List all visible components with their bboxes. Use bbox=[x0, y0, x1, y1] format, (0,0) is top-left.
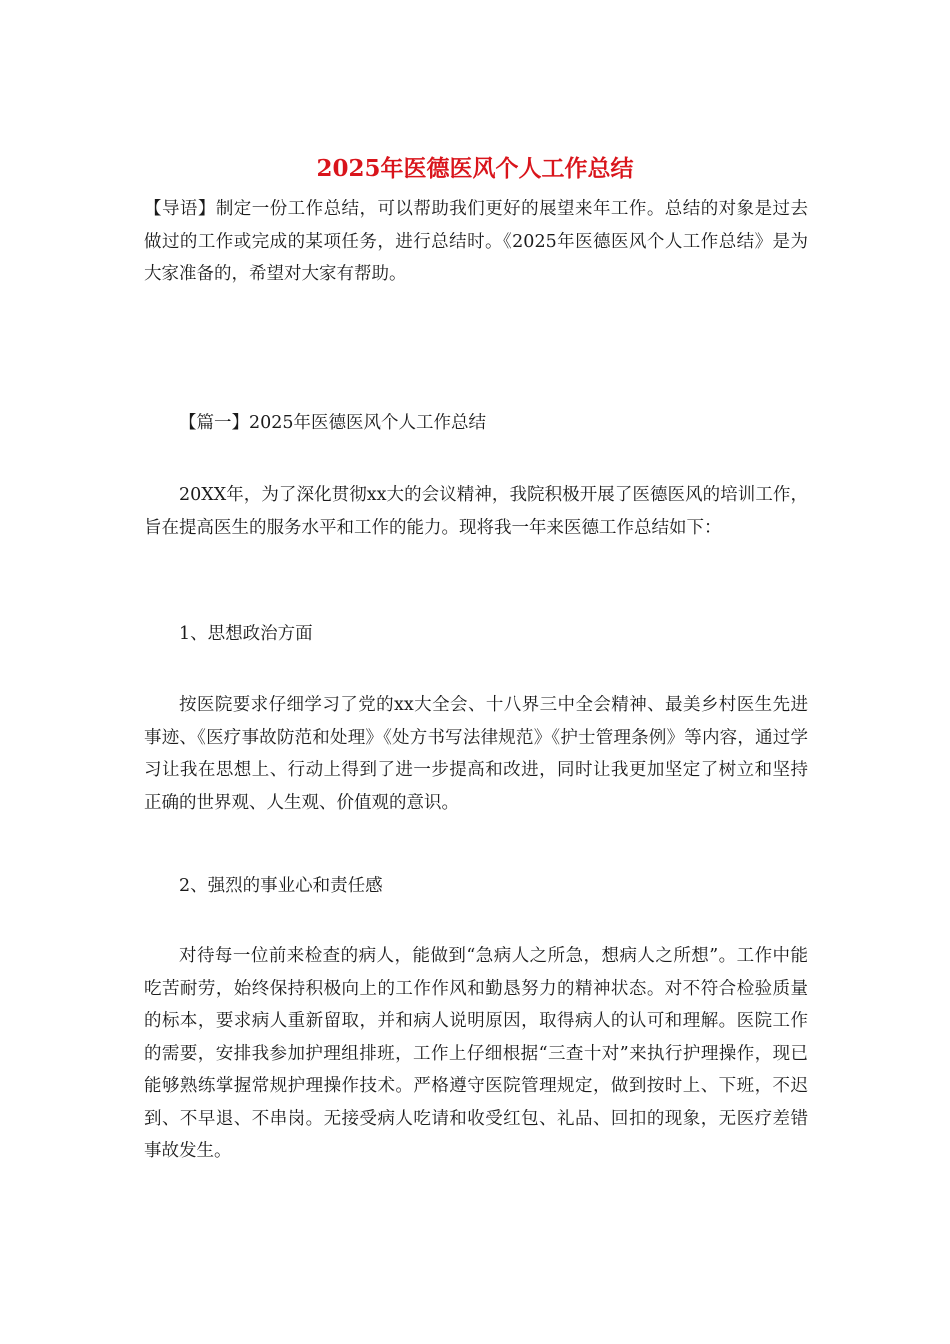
body-paragraph-1: 20XX年，为了深化贯彻xx大的会议精神，我院积极开展了医德医风的培训工作，旨在提高医生的服务水平和工作的能力。现将我一年来医德工作总结如下： bbox=[144, 485, 808, 538]
subheading-1: 1、思想政治方面 bbox=[179, 624, 313, 644]
body-paragraph-3: 对待每一位前来检查的病人，能做到“急病人之所急，想病人之所想”。工作中能吃苦耐劳，始终保持积极向上的工作作风和勤恳努力的精神状态。对不符合检验质量的标本，要求病人重新留取，并和病人说明原因，取得病人的认可和理解。医院工作的需要，安排我参加护理组排班，工作上仔细根据“三查十对”来执行护理操作，现已能够熟练掌握常规护理操作技术。严格遵守医院管理规定，做到按时上、下班，不迟到、不早退、不串岗。无接受病人吃请和收受红包、礼品、回扣的现象，无医疗差错事故发生。 bbox=[144, 946, 808, 1161]
document-title: 2025年医德医风个人工作总结 bbox=[316, 155, 634, 182]
body-paragraph-2: 按医院要求仔细学习了党的xx大全会、十八界三中全会精神、最美乡村医生先进事迹、《医疗事故防范和处理》《处方书写法律规范》《护士管理条例》等内容，通过学习让我在思想上、行动上得到了进一步提高和改进，同时让我更加坚定了树立和坚持正确的世界观、人生观、价值观的意识。 bbox=[144, 695, 808, 813]
section-heading: 【篇一】2025年医德医风个人工作总结 bbox=[179, 413, 487, 433]
intro-paragraph: 【导语】制定一份工作总结，可以帮助我们更好的展望来年工作。总结的对象是过去做过的工作或完成的某项任务，进行总结时。《2025年医德医风个人工作总结》是为大家准备的，希望对大家有帮助。 bbox=[144, 199, 808, 284]
subheading-2: 2、强烈的事业心和责任感 bbox=[179, 876, 383, 896]
